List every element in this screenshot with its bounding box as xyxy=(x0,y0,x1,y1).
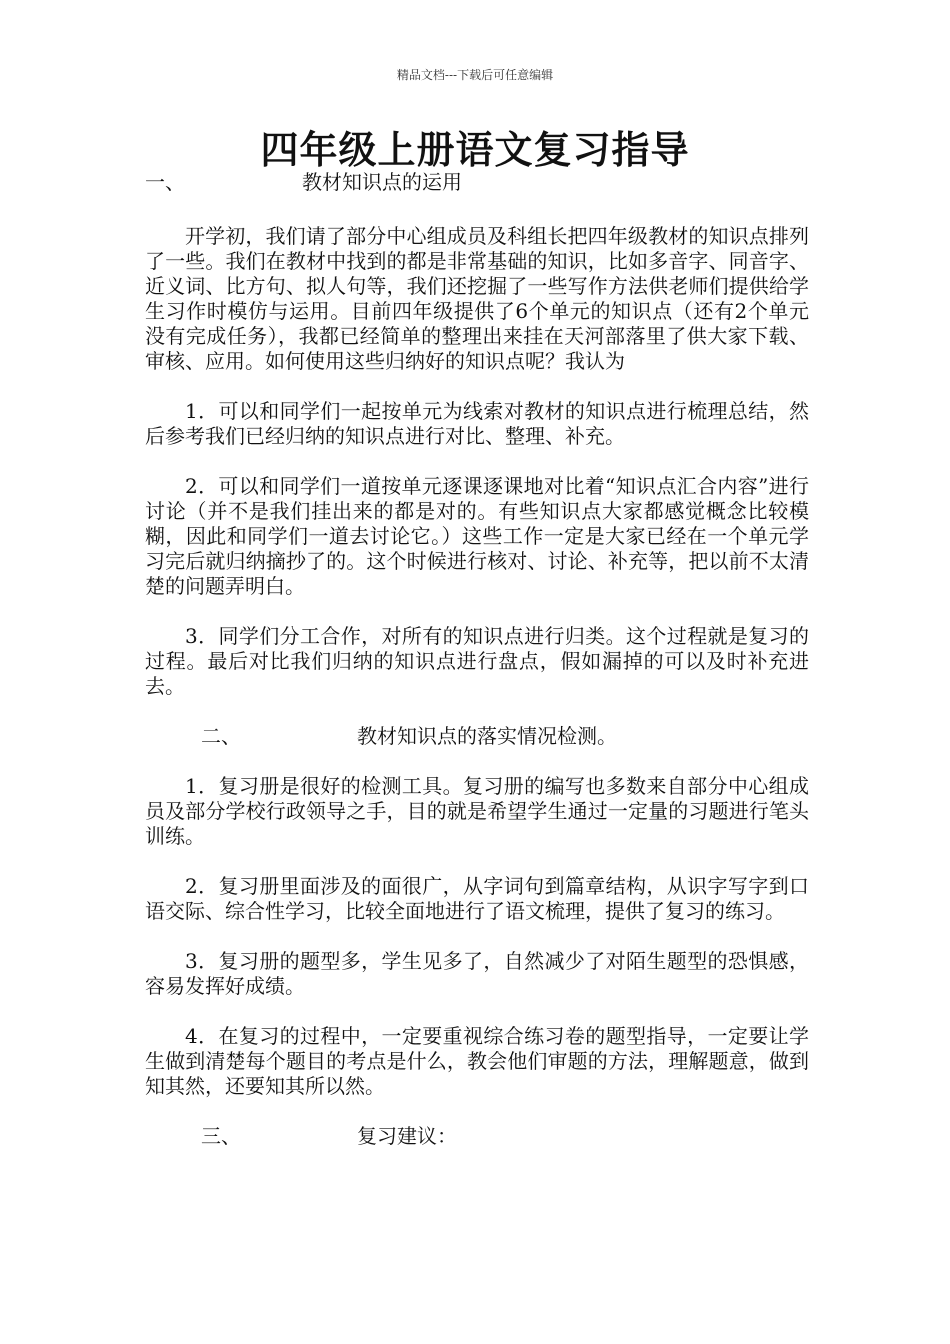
section-3-number: 三、 xyxy=(201,1124,241,1148)
header-note: 精品文档---下载后可任意编辑 xyxy=(396,68,554,82)
document-title: 四年级上册语文复习指导 xyxy=(260,127,690,172)
section-3-heading xyxy=(145,1124,809,1149)
section-1-intro: 开学初，我们请了部分中心组成员及科组长把四年级教材的知识点排列了一些。我们在教材中找到的都是非常基础的知识，比如多音字、同音字、近义词、比方句、拟人句等，我们还挖掘了一些写作方法供老师们提供给学生习作时模仿与运用。目前四年级提供了6个单元的知识点（还有2个单元没有完成任务），我都已经简单的整理出来挂在天河部落里了供大家下载、审核、应用。如何使用这些归纳好的知识点呢？我认为 xyxy=(145,224,809,373)
section-1-item-2: 2．可以和同学们一道按单元逐课逐课地对比着“知识点汇合内容”进行讨论（并不是我们挂出来的都是对的。有些知识点大家都感觉概念比较模糊，因此和同学们一道去讨论它。）这些工作一定是大家已经在一个单元学习完后就归纳摘抄了的。这个时候进行核对、讨论、补充等，把以前不太清楚的问题弄明白。 xyxy=(145,474,809,598)
document-body xyxy=(145,170,809,1149)
section-3-title: 复习建议： xyxy=(357,1124,457,1148)
section-2-title: 教材知识点的落实情况检测。 xyxy=(357,724,617,748)
section-2-heading xyxy=(145,724,809,749)
section-1-title: 教材知识点的运用 xyxy=(302,170,462,194)
section-1-item-1: 1．可以和同学们一起按单元为线索对教材的知识点进行梳理总结，然后参考我们已经归纳的知识点进行对比、整理、补充。 xyxy=(145,399,809,448)
section-2-item-4: 4．在复习的过程中，一定要重视综合练习卷的题型指导，一定要让学生做到清楚每个题目的考点是什么，教会他们审题的方法，理解题意，做到知其然，还要知其所以然。 xyxy=(145,1024,809,1098)
section-2-item-2: 2．复习册里面涉及的面很广，从字词句到篇章结构，从识字写字到口语交际、综合性学习，比较全面地进行了语文梳理，提供了复习的练习。 xyxy=(145,874,809,923)
section-1-heading xyxy=(145,170,809,195)
section-2-number: 二、 xyxy=(201,724,241,748)
section-2-item-1: 1．复习册是很好的检测工具。复习册的编写也多数来自部分中心组成员及部分学校行政领导之手，目的就是希望学生通过一定量的习题进行笔头训练。 xyxy=(145,774,809,848)
section-2-item-3: 3．复习册的题型多，学生见多了，自然减少了对陌生题型的恐惧感，容易发挥好成绩。 xyxy=(145,949,809,998)
section-1-item-3: 3．同学们分工合作，对所有的知识点进行归类。这个过程就是复习的过程。最后对比我们归纳的知识点进行盘点，假如漏掉的可以及时补充进去。 xyxy=(145,624,809,698)
section-1-number: 一、 xyxy=(145,170,185,194)
